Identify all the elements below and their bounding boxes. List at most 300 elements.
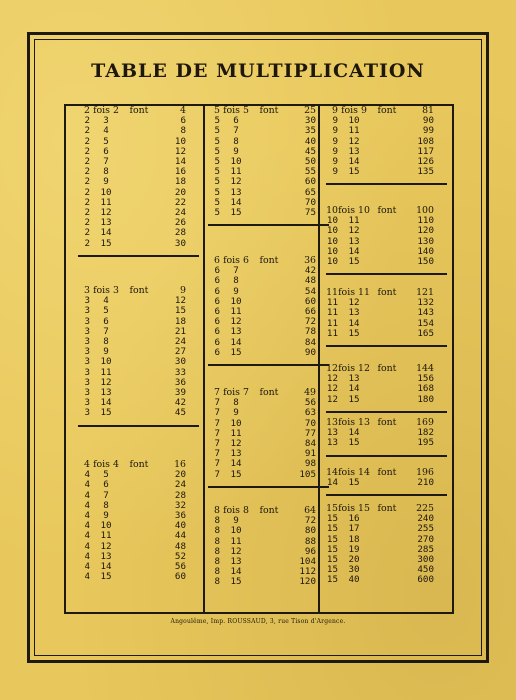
product: 77: [304, 427, 316, 439]
multiplicand: 3: [84, 356, 90, 368]
product: 42: [174, 397, 186, 409]
table-row: [208, 577, 329, 587]
multiplier: 4: [103, 295, 109, 307]
multiplicand: 5: [214, 135, 220, 147]
multiplicand: 7: [214, 438, 220, 450]
table-row: [78, 239, 199, 249]
product: 27: [174, 346, 186, 358]
multiplier: 13: [230, 186, 242, 198]
block-divider: [78, 425, 199, 427]
multiplicand: 2: [84, 145, 90, 157]
multiplicand: 6: [214, 255, 220, 266]
fois-label: fois 4: [93, 459, 119, 470]
product: 52: [174, 550, 186, 562]
fois-label: fois 2: [93, 105, 119, 116]
multiplicand: 9: [332, 115, 338, 127]
table-row: [326, 395, 447, 405]
product: 24: [174, 479, 186, 491]
multiplicand: 11: [326, 287, 338, 298]
font-label: font: [259, 255, 279, 266]
product: 108: [417, 135, 434, 147]
block-divider: [208, 224, 329, 226]
product: 168: [417, 383, 434, 395]
multiplicand: 7: [214, 448, 220, 460]
block-divider: [208, 486, 329, 488]
multiplier: 12: [348, 297, 360, 309]
product: 56: [174, 561, 186, 573]
product: 121: [416, 287, 434, 298]
fois-label: fois 3: [93, 285, 119, 296]
multiplier: 10: [230, 156, 242, 168]
table-row: [208, 470, 329, 480]
multiplier: 15: [230, 346, 242, 358]
multiplicand: 5: [214, 196, 220, 208]
multiplier: 15: [348, 256, 360, 268]
multiplicand: 3: [84, 346, 90, 358]
multiplier: 6: [103, 479, 109, 491]
font-label: font: [129, 459, 149, 470]
product: 140: [417, 245, 434, 257]
multiplier: 16: [348, 513, 360, 525]
product: 36: [174, 376, 186, 388]
multiplier: 3: [103, 115, 109, 127]
product: 90: [422, 115, 434, 127]
multiplier: 13: [348, 373, 360, 385]
multiplicand: 4: [84, 479, 90, 491]
multiplicand: 4: [84, 520, 90, 532]
multiplicand: 11: [326, 297, 338, 309]
product: 143: [417, 307, 434, 319]
column-divider: [203, 104, 205, 614]
multiplicand: 5: [214, 207, 220, 219]
product: 150: [417, 256, 434, 268]
font-label: font: [129, 285, 149, 296]
multiplier: 9: [233, 407, 239, 419]
multiplier: 14: [348, 245, 360, 257]
table-row: [326, 167, 447, 177]
multiplier: 14: [348, 317, 360, 329]
multiplicand: 7: [214, 458, 220, 470]
product: 60: [174, 571, 186, 583]
multiplier: 9: [233, 145, 239, 157]
multiplier: 5: [103, 469, 109, 481]
table-of-14: [326, 468, 447, 496]
multiplicand: 4: [84, 571, 90, 583]
multiplier: 7: [233, 125, 239, 137]
product: 16: [174, 166, 186, 178]
multiplier: 13: [348, 235, 360, 247]
multiplicand: 12: [326, 363, 338, 374]
multiplier: 7: [103, 325, 109, 337]
product: 36: [174, 510, 186, 522]
multiplicand: 12: [326, 393, 338, 405]
multiplier: 15: [230, 468, 242, 480]
product: 28: [174, 489, 186, 501]
multiplier: 11: [230, 535, 242, 547]
table-of-4: [78, 460, 199, 582]
product: 70: [304, 417, 316, 429]
multiplicand: 2: [84, 217, 90, 229]
product: 35: [304, 125, 316, 137]
multiplier: 18: [348, 533, 360, 545]
multiplier: 13: [348, 145, 360, 157]
product: 36: [304, 255, 316, 266]
multiplicand: 13: [326, 417, 338, 428]
multiplicand: 9: [332, 135, 338, 147]
multiplicand: 12: [326, 383, 338, 395]
table-of-13: [326, 418, 447, 457]
product: 42: [304, 265, 316, 277]
multiplier: 15: [100, 571, 112, 583]
product: 100: [416, 205, 434, 216]
multiplicand: 15: [326, 554, 338, 566]
product: 21: [174, 325, 186, 337]
multiplicand: 7: [214, 417, 220, 429]
page-title: TABLE DE MULTIPLICATION: [91, 60, 425, 82]
product: 126: [417, 156, 434, 168]
multiplier: 10: [230, 525, 242, 537]
multiplicand: 6: [214, 285, 220, 297]
table-row: [78, 572, 199, 582]
multiplicand: 5: [214, 145, 220, 157]
multiplicand: 5: [214, 166, 220, 178]
table-row: [78, 408, 199, 418]
multiplicand: 10: [326, 256, 338, 268]
multiplier: 12: [348, 135, 360, 147]
multiplier: 14: [100, 561, 112, 573]
multiplicand: 12: [326, 373, 338, 385]
multiplier: 15: [100, 407, 112, 419]
fois-label: fois 13: [338, 417, 370, 428]
fois-label: fois 6: [223, 255, 249, 266]
product: 18: [174, 315, 186, 327]
multiplicand: 9: [332, 105, 338, 116]
product: 20: [174, 469, 186, 481]
multiplier: 13: [100, 550, 112, 562]
table-row: [326, 478, 447, 488]
multiplicand: 2: [84, 166, 90, 178]
multiplicand: 10: [326, 215, 338, 227]
multiplicand: 5: [214, 156, 220, 168]
product: 88: [304, 535, 316, 547]
multiplier: 10: [100, 356, 112, 368]
font-label: font: [377, 105, 397, 116]
fois-label: fois 11: [338, 287, 370, 298]
table-row: [326, 329, 447, 339]
product: 15: [174, 305, 186, 317]
product: 196: [416, 467, 434, 478]
product: 105: [299, 468, 316, 480]
multiplier: 15: [100, 237, 112, 249]
multiplicand: 7: [214, 387, 220, 398]
multiplier: 7: [103, 156, 109, 168]
multiplicand: 9: [332, 125, 338, 137]
multiplier: 10: [348, 115, 360, 127]
multiplier: 10: [230, 417, 242, 429]
multiplicand: 11: [326, 307, 338, 319]
multiplier: 8: [233, 275, 239, 287]
multiplicand: 15: [326, 564, 338, 576]
multiplier: 20: [348, 554, 360, 566]
product: 285: [417, 543, 434, 555]
product: 66: [304, 306, 316, 318]
fois-label: fois 7: [223, 387, 249, 398]
multiplier: 19: [348, 543, 360, 555]
multiplier: 9: [103, 176, 109, 188]
product: 6: [180, 115, 186, 127]
multiplicand: 6: [214, 336, 220, 348]
multiplicand: 3: [84, 285, 90, 296]
multiplicand: 7: [214, 427, 220, 439]
font-label: font: [377, 287, 397, 298]
product: 180: [417, 393, 434, 405]
product: 78: [304, 326, 316, 338]
multiplicand: 4: [84, 489, 90, 501]
product: 33: [174, 366, 186, 378]
fois-label: fois 9: [341, 105, 367, 116]
table-row: [326, 257, 447, 267]
multiplicand: 4: [84, 499, 90, 511]
multiplier: 15: [348, 477, 360, 489]
multiplicand: 5: [214, 105, 220, 116]
multiplicand: 9: [332, 156, 338, 168]
multiplier: 13: [100, 217, 112, 229]
product: 96: [304, 545, 316, 557]
multiplicand: 9: [332, 166, 338, 178]
multiplicand: 2: [84, 196, 90, 208]
multiplier: 13: [100, 387, 112, 399]
multiplicand: 7: [214, 397, 220, 409]
product: 130: [417, 235, 434, 247]
multiplier: 5: [103, 135, 109, 147]
product: 22: [174, 196, 186, 208]
table-of-9: [326, 106, 447, 185]
multiplicand: 8: [214, 545, 220, 557]
multiplicand: 3: [84, 387, 90, 399]
product: 14: [174, 156, 186, 168]
multiplicand: 6: [214, 316, 220, 328]
multiplier: 7: [103, 489, 109, 501]
multiplicand: 6: [214, 295, 220, 307]
multiplier: 6: [103, 315, 109, 327]
multiplicand: 8: [214, 556, 220, 568]
product: 84: [304, 438, 316, 450]
product: 25: [304, 105, 316, 116]
table-row: [326, 575, 447, 585]
multiplicand: 10: [326, 205, 338, 216]
block-divider: [326, 183, 447, 185]
product: 65: [304, 186, 316, 198]
table-row: [208, 208, 329, 218]
multiplicand: 3: [84, 325, 90, 337]
multiplicand: 2: [84, 156, 90, 168]
product: 18: [174, 176, 186, 188]
multiplicand: 4: [84, 530, 90, 542]
multiplier: 11: [100, 366, 112, 378]
multiplier: 13: [230, 556, 242, 568]
block-divider: [326, 411, 447, 413]
product: 144: [416, 363, 434, 374]
product: 120: [299, 576, 316, 588]
product: 12: [174, 145, 186, 157]
product: 135: [417, 166, 434, 178]
multiplicand: 9: [332, 145, 338, 157]
multiplicand: 14: [326, 477, 338, 489]
product: 10: [174, 135, 186, 147]
product: 120: [417, 225, 434, 237]
multiplier: 12: [230, 176, 242, 188]
multiplier: 4: [103, 125, 109, 137]
product: 63: [304, 407, 316, 419]
table-of-6: [208, 256, 329, 366]
font-label: font: [377, 417, 397, 428]
table-of-8: [208, 506, 329, 588]
product: 182: [417, 427, 434, 439]
product: 48: [174, 540, 186, 552]
product: 156: [417, 373, 434, 385]
multiplicand: 10: [326, 235, 338, 247]
multiplicand: 8: [214, 566, 220, 578]
table-row: [208, 348, 329, 358]
product: 44: [174, 530, 186, 542]
multiplier: 12: [100, 540, 112, 552]
fois-label: fois 12: [338, 363, 370, 374]
product: 16: [174, 459, 186, 470]
product: 165: [417, 327, 434, 339]
product: 154: [417, 317, 434, 329]
product: 80: [304, 525, 316, 537]
product: 60: [304, 295, 316, 307]
product: 225: [416, 503, 434, 514]
printer-imprint: Angoulême, Imp. ROUSSAUD, 3, rue Tison d'Argence.: [170, 618, 346, 625]
product: 75: [304, 207, 316, 219]
fois-label: fois 10: [338, 205, 370, 216]
multiplicand: 2: [84, 115, 90, 127]
product: 91: [304, 448, 316, 460]
product: 24: [174, 336, 186, 348]
font-label: font: [259, 105, 279, 116]
product: 54: [304, 285, 316, 297]
multiplicand: 3: [84, 315, 90, 327]
multiplicand: 2: [84, 237, 90, 249]
block-divider: [326, 494, 447, 496]
multiplier: 8: [233, 135, 239, 147]
multiplier: 15: [348, 437, 360, 449]
multiplicand: 13: [326, 437, 338, 449]
product: 50: [304, 156, 316, 168]
product: 8: [180, 125, 186, 137]
multiplier: 14: [230, 196, 242, 208]
table-of-12: [326, 364, 447, 413]
product: 20: [174, 186, 186, 198]
multiplicand: 5: [214, 125, 220, 137]
product: 110: [417, 215, 434, 227]
multiplier: 10: [230, 295, 242, 307]
multiplier: 11: [100, 530, 112, 542]
multiplier: 6: [103, 145, 109, 157]
font-label: font: [377, 503, 397, 514]
product: 240: [417, 513, 434, 525]
multiplier: 14: [100, 227, 112, 239]
product: 26: [174, 217, 186, 229]
multiplier: 17: [348, 523, 360, 535]
multiplier: 11: [348, 125, 360, 137]
multiplicand: 15: [326, 574, 338, 586]
product: 84: [304, 336, 316, 348]
multiplicand: 14: [326, 467, 338, 478]
product: 32: [174, 499, 186, 511]
product: 300: [417, 554, 434, 566]
product: 72: [304, 316, 316, 328]
multiplicand: 11: [326, 327, 338, 339]
font-label: font: [129, 105, 149, 116]
multiplier: 9: [103, 346, 109, 358]
product: 4: [180, 105, 186, 116]
multiplicand: 3: [84, 407, 90, 419]
multiplier: 10: [100, 520, 112, 532]
multiplicand: 13: [326, 427, 338, 439]
multiplier: 12: [230, 316, 242, 328]
multiplicand: 3: [84, 336, 90, 348]
multiplier: 9: [233, 285, 239, 297]
multiplier: 12: [230, 438, 242, 450]
product: 112: [299, 566, 316, 578]
product: 90: [304, 346, 316, 358]
multiplicand: 2: [84, 207, 90, 219]
multiplier: 14: [230, 336, 242, 348]
multiplicand: 6: [214, 275, 220, 287]
multiplicand: 3: [84, 305, 90, 317]
multiplier: 13: [230, 448, 242, 460]
product: 39: [174, 387, 186, 399]
multiplier: 12: [348, 225, 360, 237]
multiplier: 13: [348, 307, 360, 319]
multiplicand: 6: [214, 306, 220, 318]
product: 40: [174, 520, 186, 532]
product: 132: [417, 297, 434, 309]
product: 64: [304, 505, 316, 516]
product: 55: [304, 166, 316, 178]
table-of-11: [326, 288, 447, 347]
font-label: font: [377, 363, 397, 374]
product: 60: [304, 176, 316, 188]
multiplicand: 2: [84, 105, 90, 116]
multiplicand: 3: [84, 376, 90, 388]
product: 30: [304, 115, 316, 127]
multiplicand: 4: [84, 550, 90, 562]
multiplicand: 10: [326, 225, 338, 237]
table-of-2: [78, 106, 199, 257]
multiplier: 11: [348, 215, 360, 227]
multiplier: 15: [230, 207, 242, 219]
multiplicand: 8: [214, 515, 220, 527]
multiplier: 12: [100, 207, 112, 219]
block-divider: [326, 455, 447, 457]
block-divider: [208, 364, 329, 366]
multiplier: 7: [233, 265, 239, 277]
multiplier: 14: [230, 458, 242, 470]
table-of-5: [208, 106, 329, 226]
multiplicand: 2: [84, 176, 90, 188]
multiplier: 14: [348, 156, 360, 168]
multiplicand: 2: [84, 227, 90, 239]
product: 9: [180, 285, 186, 296]
block-divider: [326, 273, 447, 275]
multiplicand: 6: [214, 346, 220, 358]
multiplier: 15: [348, 327, 360, 339]
multiplicand: 15: [326, 543, 338, 555]
product: 210: [417, 477, 434, 489]
